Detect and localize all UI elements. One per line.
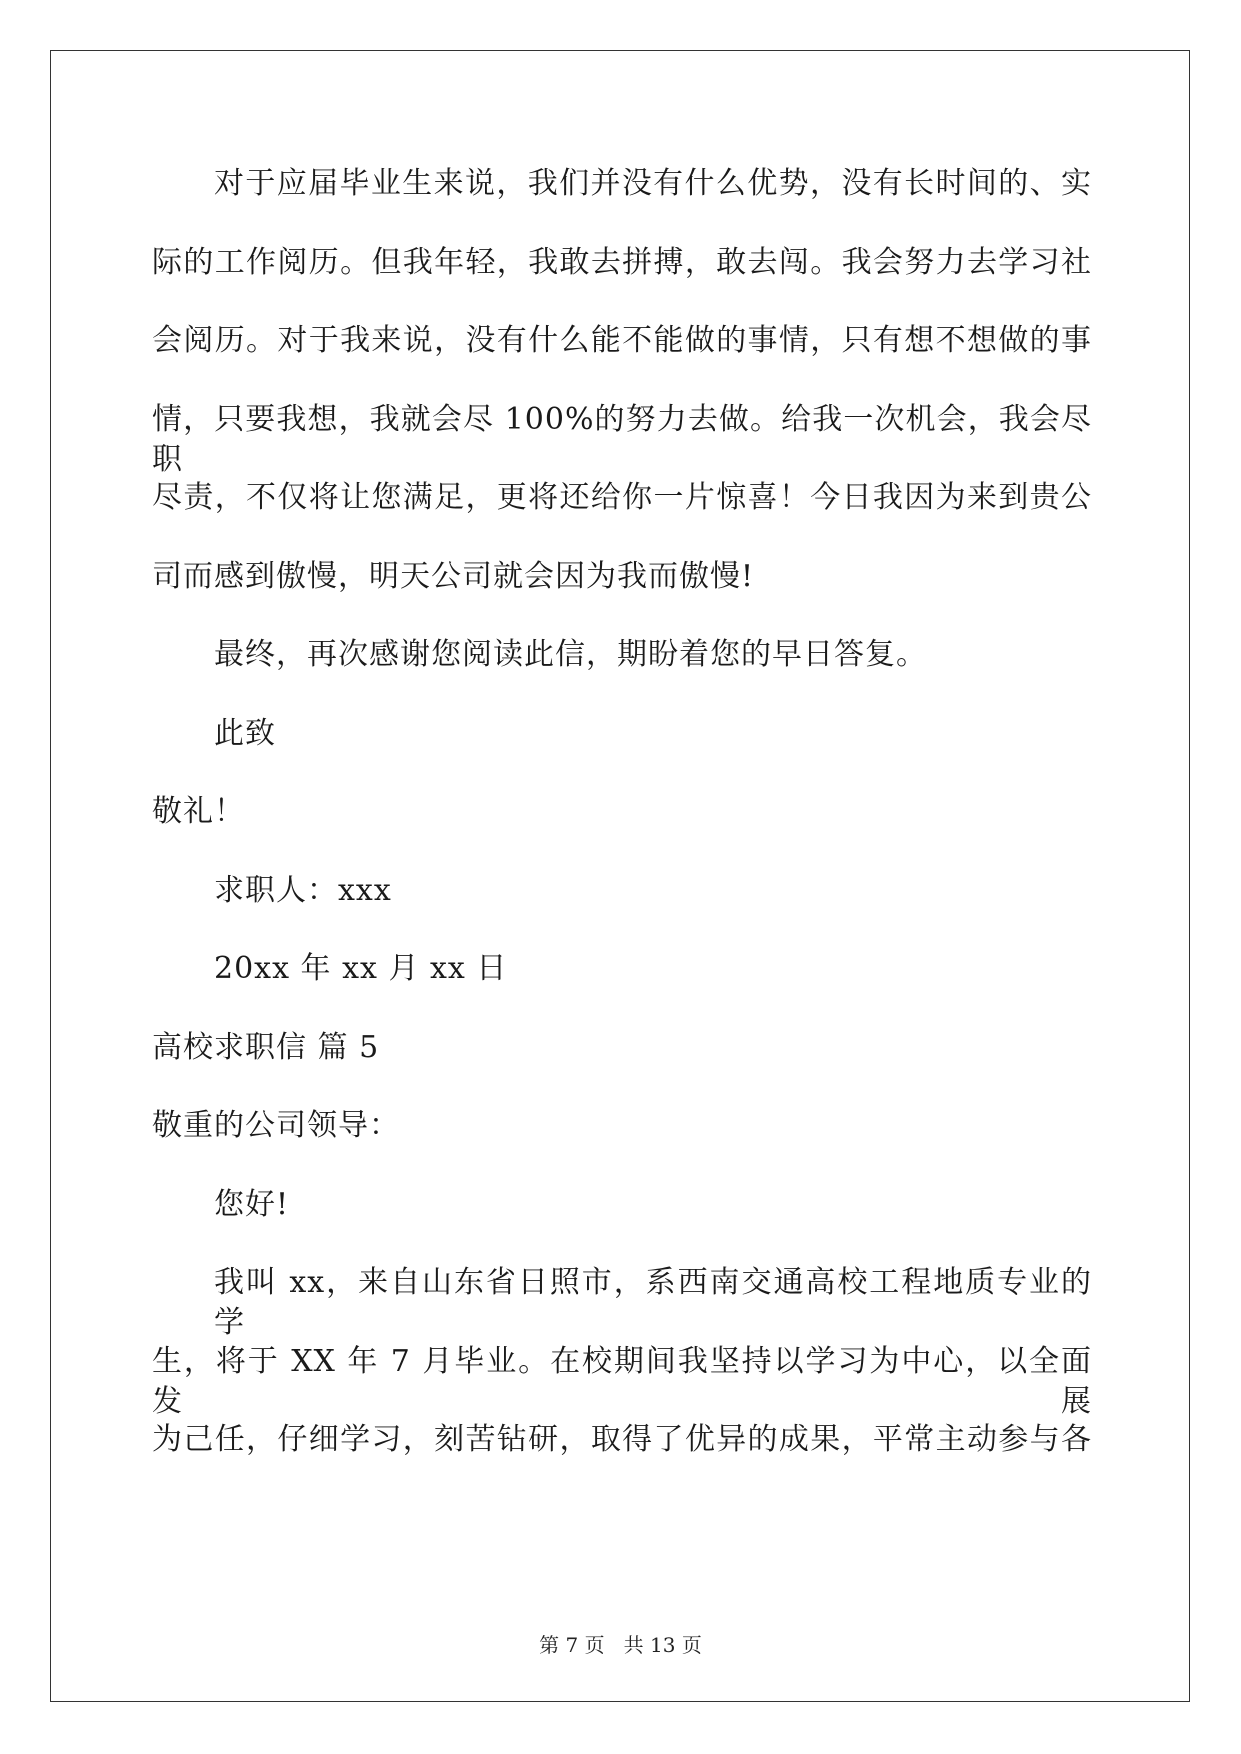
paragraph-line: 尽责，不仅将让您满足，更将还给你一片惊喜！今日我因为来到贵公 bbox=[152, 480, 1092, 515]
paragraph-line: 会阅历。对于我来说，没有什么能不能做的事情，只有想不想做的事 bbox=[152, 323, 1092, 358]
paragraph-line: 为己任，仔细学习，刻苦钻研，取得了优异的成果，平常主动参与各 bbox=[152, 1422, 1092, 1457]
paragraph-line: 情，只要我想，我就会尽 100%的努力去做。给我一次机会，我会尽职 bbox=[152, 401, 1092, 477]
date-line: 20xx 年 xx 月 xx 日 bbox=[214, 951, 508, 986]
greeting-line: 您好! bbox=[214, 1186, 290, 1222]
paragraph-line: 对于应届毕业生来说，我们并没有什么优势，没有长时间的、实 bbox=[214, 166, 1092, 201]
signer-line: 求职人：xxx bbox=[214, 872, 392, 908]
section-title: 高校求职信 篇 5 bbox=[152, 1029, 380, 1065]
page-number: 第 7 页 bbox=[539, 1633, 605, 1657]
page-footer bbox=[0, 1633, 1241, 1657]
salutation-line: 此致 bbox=[214, 715, 276, 751]
paragraph-line: 生，将于 XX 年 7 月毕业。在校期间我坚持以学习为中心，以全面发展 bbox=[152, 1343, 1092, 1419]
paragraph-line: 际的工作阅历。但我年轻，我敢去拼搏，敢去闯。我会努力去学习社 bbox=[152, 244, 1092, 280]
page-total: 共 13 页 bbox=[623, 1633, 702, 1657]
salutation-line: 敬礼！ bbox=[152, 794, 245, 829]
addressee-line: 敬重的公司领导： bbox=[152, 1108, 400, 1143]
document-body bbox=[152, 164, 1092, 1499]
paragraph-line: 司而感到傲慢，明天公司就会因为我而傲慢! bbox=[152, 558, 755, 594]
paragraph-line: 我叫 xx，来自山东省日照市，系西南交通高校工程地质专业的学 bbox=[214, 1265, 1092, 1340]
closing-line: 最终，再次感谢您阅读此信，期盼着您的早日答复。 bbox=[214, 637, 927, 672]
